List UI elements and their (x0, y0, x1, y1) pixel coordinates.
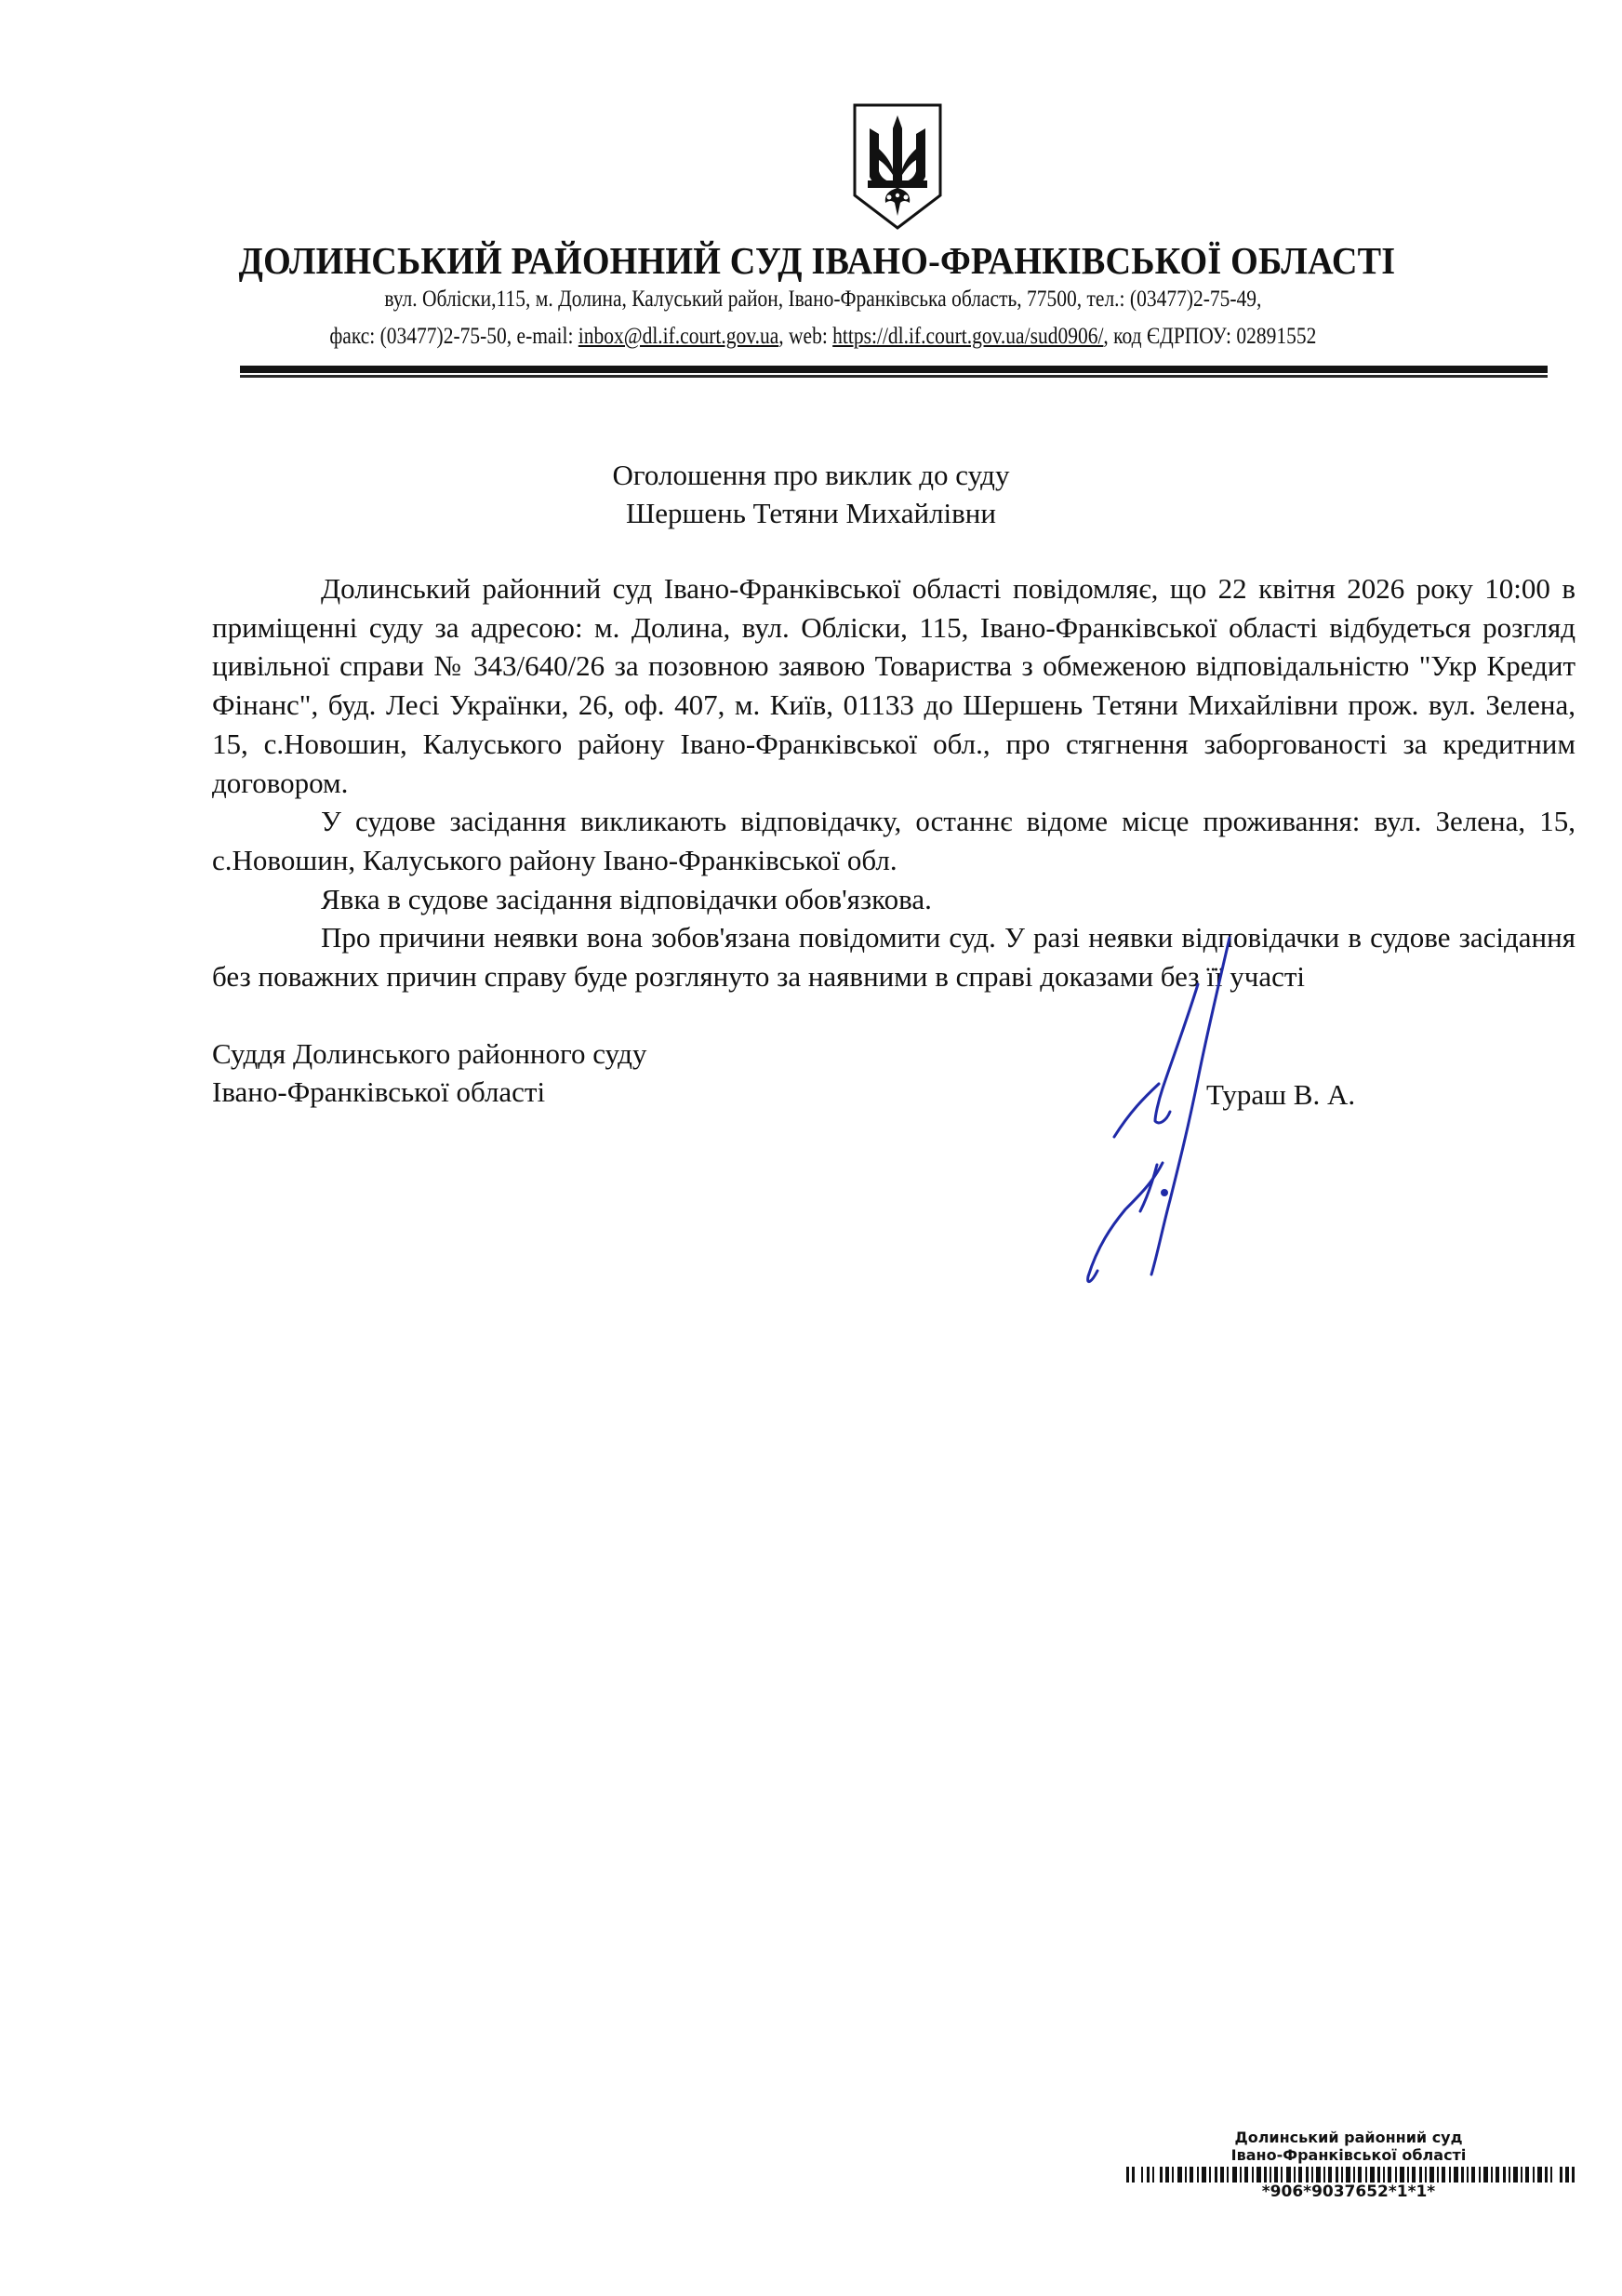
notice-title (0, 456, 1622, 532)
judge-name: Тураш В. А. (1206, 1078, 1356, 1111)
edrpou-code: , код ЄДРПОУ: 02891552 (1103, 324, 1317, 349)
stamp-line1: Долинський районний суд (1234, 2129, 1463, 2146)
judge-position-line2: Івано-Франківської області (212, 1075, 546, 1108)
stamp-line2: Івано-Франківської області (1230, 2146, 1467, 2164)
fax-label: факс: (03477)2-75-50, e-mail: (329, 324, 578, 349)
judge-position (212, 1035, 646, 1111)
body-paragraph-hearing: Долинський районний суд Івано-Франківської області повідомляє, що 22 квітня 2026 року 10:00 в приміщенні суду за адресою: м. Долина, вул. Обліски, 115, Івано-Франківської області відбудеться розгляд цивільної справи № 343/640/26 за позовною заявою Товариства з обмеженою відповідальністю "Укр Кредит Фінанс", буд. Лесі Українки, 26, оф. 407, м. Київ, 01133 до Шершень Тетяни Михайлівни прож. вул. Зелена, 15, с.Новошин, Калуського району Івано-Франківської обл., про стягнення заборгованості за кредитним договором. (212, 572, 1575, 799)
handwritten-signature (1070, 930, 1256, 1321)
court-contacts (126, 322, 1521, 352)
barcode (1126, 2167, 1575, 2183)
website-link[interactable]: https://dl.if.court.gov.ua/sud0906/ (832, 324, 1104, 349)
header-divider-thin (240, 375, 1548, 378)
registry-stamp (1116, 2129, 1581, 2164)
court-address: вул. Обліски,115, м. Долина, Калуський район, Івано-Франківська область, 77500, тел.: (03477)2-75-49, (384, 287, 1262, 312)
body-paragraph-attendance: Явка в судове засідання відповідачки обов'язкова. (321, 882, 932, 915)
email-link[interactable]: inbox@dl.if.court.gov.ua (578, 324, 779, 349)
body-paragraph-summons: У судове засідання викликають відповідачку, останнє відоме місце проживання: вул. Зелена, 15, с.Новошин, Калуського району Івано-Франківської обл. (212, 805, 1575, 876)
notice-title-line2: Шершень Тетяни Михайлівни (626, 497, 996, 529)
coat-of-arms-trident-icon (852, 102, 943, 231)
judge-position-line1: Суддя Долинського районного суду (212, 1037, 647, 1070)
body-paragraph-consequences: Про причини неявки вона зобов'язана повідомити суд. У разі неявки відповідачки в судове засідання без поважних причин справу буде розглянуто за наявними в справі доказами без її участі (212, 921, 1575, 994)
notice-title-line1: Оголошення про виклик до суду (612, 459, 1010, 491)
web-label: , web: (778, 324, 833, 349)
barcode-number: *906*9037652*1*1* (1261, 2183, 1436, 2201)
court-name-heading: ДОЛИНСЬКИЙ РАЙОННИЙ СУД ІВАНО-ФРАНКІВСЬКОЇ ОБЛАСТІ (238, 239, 1396, 282)
header-divider-thick (240, 366, 1548, 373)
notice-body (212, 569, 1575, 996)
